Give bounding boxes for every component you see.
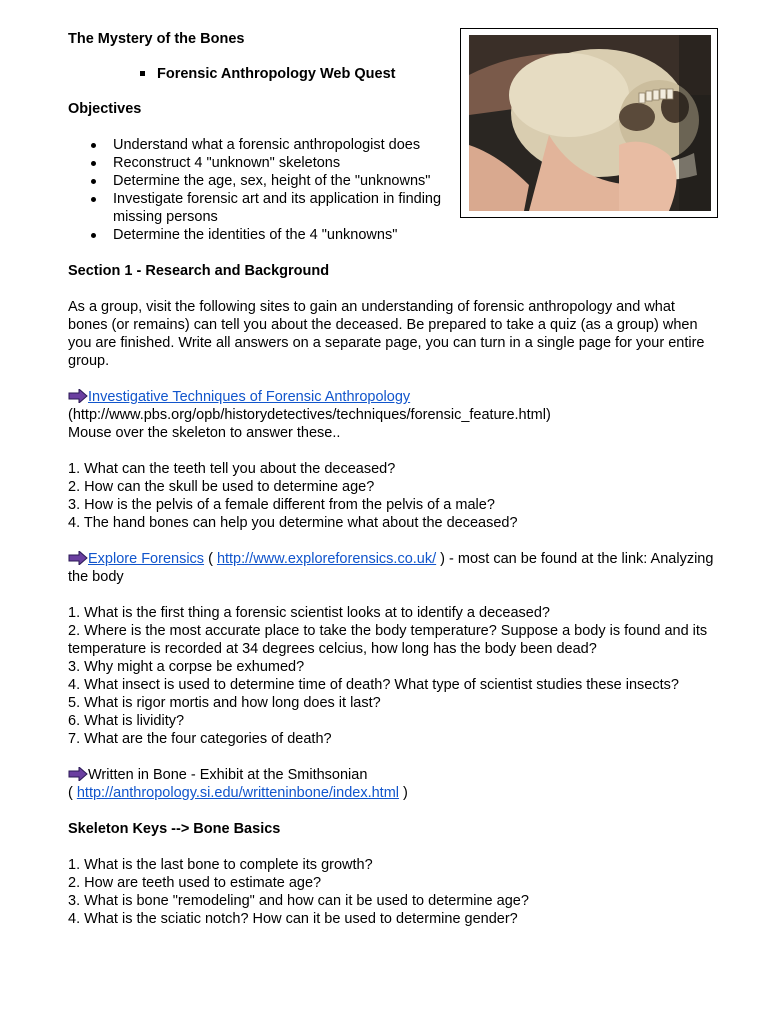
question-item: 6. What is lividity?	[68, 713, 185, 729]
open-paren: (	[204, 551, 217, 567]
bullet-icon	[91, 161, 96, 166]
question-item: 3. Why might a corpse be exhumed?	[68, 659, 305, 675]
close-paren: )	[399, 785, 408, 801]
pbs-note: Mouse over the skeleton to answer these..	[68, 425, 341, 441]
objective-item: Reconstruct 4 "unknown" skeletons	[68, 154, 453, 172]
objective-item: Determine the age, sex, height of the "unknowns"	[68, 172, 453, 190]
question-item: 2. How are teeth used to estimate age?	[68, 875, 322, 891]
question-item: 1. What is the last bone to complete its growth?	[68, 857, 373, 873]
bullet-icon	[91, 197, 96, 202]
arrow-right-icon	[68, 551, 88, 565]
question-item: 2. Where is the most accurate place to take the body temperature? Suppose a body is found and its temperature is recorded at 34 degrees celcius, how long has the body been dead?	[68, 623, 708, 657]
link2-after-text: ) - most can be found at the link: Analyzing the body	[68, 551, 714, 585]
link1-questions	[68, 460, 718, 532]
question-item: 4. What insect is used to determine time of death? What type of scientist studies these insects?	[68, 677, 679, 693]
objectives-heading: Objectives	[68, 101, 142, 117]
explore-forensics-url-link[interactable]: http://www.exploreforensics.co.uk/	[216, 551, 437, 567]
section1-heading: Section 1 - Research and Background	[68, 263, 330, 279]
question-item: 5. What is rigor mortis and how long does it last?	[68, 695, 381, 711]
pbs-url-text: (http://www.pbs.org/opb/historydetectives/techniques/forensic_feature.html)	[68, 407, 551, 423]
bullet-icon	[91, 179, 96, 184]
pbs-forensic-link[interactable]: Investigative Techniques of Forensic Anthropology	[88, 389, 411, 405]
question-item: 1. What can the teeth tell you about the deceased?	[68, 461, 396, 477]
skeleton-keys-heading: Skeleton Keys --> Bone Basics	[68, 821, 281, 837]
document-page	[68, 30, 718, 928]
objective-item: Investigate forensic art and its application in finding missing persons	[68, 190, 453, 226]
objective-item: Determine the identities of the 4 "unknowns"	[68, 226, 453, 244]
document-subtitle: Forensic Anthropology Web Quest	[157, 66, 396, 82]
question-item: 2. How can the skull be used to determine age?	[68, 479, 375, 495]
question-item: 7. What are the four categories of death?	[68, 731, 332, 747]
question-item: 4. The hand bones can help you determine what about the deceased?	[68, 515, 518, 531]
smithsonian-label: Written in Bone - Exhibit at the Smithsonian	[88, 767, 368, 783]
question-item: 3. What is bone "remodeling" and how can it be used to determine age?	[68, 893, 529, 909]
link1-block	[68, 388, 718, 442]
section1-intro: As a group, visit the following sites to gain an understanding of forensic anthropology and what bones (or remains) can tell you about the deceased. Be prepared to take a quiz (as a group) when you are finished. Write all answers on a separate page, you can turn in a single page for your entire group.	[68, 299, 705, 369]
link3-block	[68, 766, 718, 802]
link2-questions	[68, 604, 718, 748]
question-item: 1. What is the first thing a forensic scientist looks at to identify a deceased?	[68, 605, 550, 621]
link2-block	[68, 550, 718, 586]
square-bullet-icon	[140, 71, 145, 76]
objective-item: Understand what a forensic anthropologist does	[68, 136, 453, 154]
question-item: 4. What is the sciatic notch? How can it be used to determine gender?	[68, 911, 518, 927]
open-paren: (	[68, 785, 77, 801]
smithsonian-url-link[interactable]: http://anthropology.si.edu/writteninbone/index.html	[76, 785, 400, 801]
explore-forensics-link[interactable]: Explore Forensics	[88, 551, 205, 567]
document-title: The Mystery of the Bones	[68, 31, 245, 47]
bullet-icon	[91, 143, 96, 148]
question-item: 3. How is the pelvis of a female different from the pelvis of a male?	[68, 497, 495, 513]
skeleton-keys-questions	[68, 856, 718, 928]
subtitle-row	[68, 65, 718, 83]
objectives-list	[68, 136, 718, 244]
arrow-right-icon	[68, 767, 88, 781]
arrow-right-icon	[68, 389, 88, 403]
bullet-icon	[91, 233, 96, 238]
